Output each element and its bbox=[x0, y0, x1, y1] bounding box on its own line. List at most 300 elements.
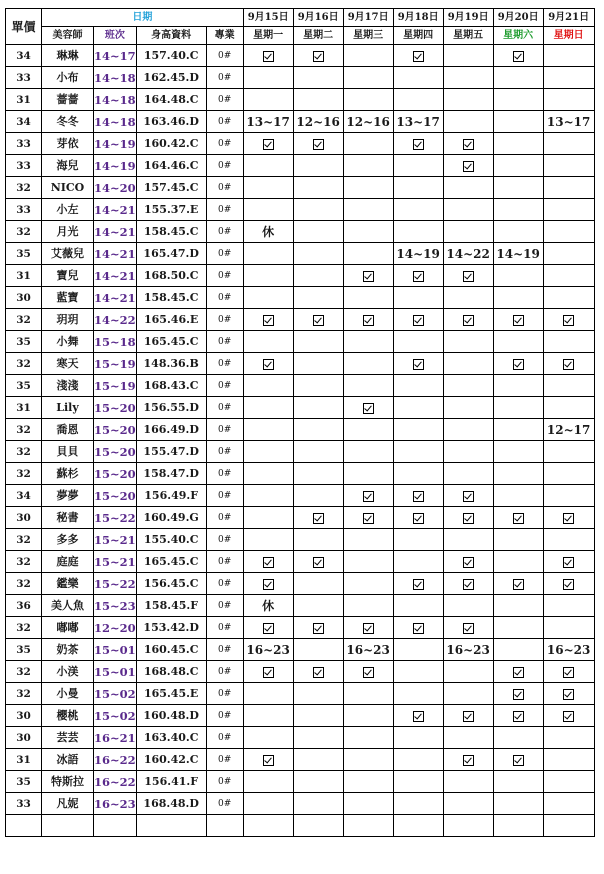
weekday-header: 星期一 bbox=[243, 27, 293, 45]
spec-cell: 0# bbox=[206, 419, 243, 441]
day-cell bbox=[443, 661, 493, 683]
day-cell bbox=[343, 67, 393, 89]
checkbox-checked-icon bbox=[563, 667, 574, 678]
table-row bbox=[6, 727, 595, 749]
checkbox-checked-icon bbox=[463, 315, 474, 326]
stylist-name: 嘟嘟 bbox=[42, 617, 94, 639]
day-cell bbox=[243, 485, 293, 507]
measurements-cell: 158.45.F bbox=[136, 595, 206, 617]
spec-cell: 0# bbox=[206, 45, 243, 67]
day-cell: 12~16 bbox=[293, 111, 343, 133]
day-cell bbox=[343, 507, 393, 529]
day-cell bbox=[343, 771, 393, 793]
spec-cell: 0# bbox=[206, 111, 243, 133]
checkbox-checked-icon bbox=[413, 513, 424, 524]
day-cell bbox=[293, 507, 343, 529]
stylist-name: 淺淺 bbox=[42, 375, 94, 397]
stylist-name: 夢夢 bbox=[42, 485, 94, 507]
day-cell bbox=[293, 221, 343, 243]
measurements-cell: 165.46.E bbox=[136, 309, 206, 331]
day-cell: 13~17 bbox=[243, 111, 293, 133]
day-cell bbox=[543, 793, 594, 815]
day-cell bbox=[443, 573, 493, 595]
stylist-name: 薔薔 bbox=[42, 89, 94, 111]
day-cell bbox=[243, 397, 293, 419]
shift-cell: 15~01 bbox=[94, 661, 137, 683]
price-cell: 33 bbox=[6, 793, 42, 815]
day-cell bbox=[443, 309, 493, 331]
day-cell bbox=[343, 155, 393, 177]
day-cell bbox=[493, 331, 543, 353]
price-cell: 34 bbox=[6, 485, 42, 507]
shift-cell: 16~23 bbox=[94, 793, 137, 815]
date-header: 9月20日 bbox=[493, 9, 543, 27]
checkbox-checked-icon bbox=[263, 755, 274, 766]
day-cell bbox=[393, 287, 443, 309]
day-cell bbox=[243, 133, 293, 155]
stylist-name: 冰語 bbox=[42, 749, 94, 771]
spec-cell: 0# bbox=[206, 485, 243, 507]
day-cell bbox=[543, 265, 594, 287]
day-cell bbox=[243, 441, 293, 463]
checkbox-checked-icon bbox=[463, 579, 474, 590]
day-cell bbox=[243, 573, 293, 595]
day-cell bbox=[343, 265, 393, 287]
table-row bbox=[6, 485, 595, 507]
stylist-name: 秘書 bbox=[42, 507, 94, 529]
price-cell: 32 bbox=[6, 529, 42, 551]
measurements-cell: 168.48.D bbox=[136, 793, 206, 815]
weekday-header: 星期四 bbox=[393, 27, 443, 45]
weekday-header: 星期五 bbox=[443, 27, 493, 45]
spec-cell: 0# bbox=[206, 463, 243, 485]
spec-cell: 0# bbox=[206, 353, 243, 375]
price-cell: 35 bbox=[6, 771, 42, 793]
day-cell bbox=[543, 595, 594, 617]
shift-cell: 14~22 bbox=[94, 309, 137, 331]
stylist-name: 艾薇兒 bbox=[42, 243, 94, 265]
day-cell bbox=[243, 243, 293, 265]
checkbox-checked-icon bbox=[263, 557, 274, 568]
spec-cell: 0# bbox=[206, 529, 243, 551]
table-row bbox=[6, 397, 595, 419]
day-cell bbox=[293, 133, 343, 155]
schedule-table bbox=[5, 8, 595, 837]
day-cell bbox=[343, 551, 393, 573]
shift-cell: 15~23 bbox=[94, 595, 137, 617]
date-header: 9月17日 bbox=[343, 9, 393, 27]
day-cell bbox=[493, 199, 543, 221]
day-cell bbox=[543, 331, 594, 353]
price-cell: 32 bbox=[6, 683, 42, 705]
shift-cell bbox=[94, 815, 137, 837]
day-cell bbox=[343, 793, 393, 815]
day-cell bbox=[343, 243, 393, 265]
day-cell bbox=[493, 771, 543, 793]
checkbox-checked-icon bbox=[463, 623, 474, 634]
measurements-cell: 166.49.D bbox=[136, 419, 206, 441]
date-header: 9月18日 bbox=[393, 9, 443, 27]
table-row bbox=[6, 375, 595, 397]
day-cell bbox=[343, 353, 393, 375]
checkbox-checked-icon bbox=[563, 513, 574, 524]
stylist-name: 貝貝 bbox=[42, 441, 94, 463]
stylist-name: 喬恩 bbox=[42, 419, 94, 441]
checkbox-checked-icon bbox=[263, 315, 274, 326]
day-cell bbox=[443, 265, 493, 287]
stylist-name: NICO bbox=[42, 177, 94, 199]
measurements-cell: 156.41.F bbox=[136, 771, 206, 793]
header-row-labels bbox=[6, 27, 595, 45]
day-cell: 12~17 bbox=[543, 419, 594, 441]
price-cell: 32 bbox=[6, 661, 42, 683]
stylist-header: 美容師 bbox=[42, 27, 94, 45]
checkbox-checked-icon bbox=[463, 491, 474, 502]
day-cell bbox=[343, 199, 393, 221]
measurements-cell: 168.43.C bbox=[136, 375, 206, 397]
spec-cell: 0# bbox=[206, 573, 243, 595]
day-cell bbox=[543, 683, 594, 705]
checkbox-checked-icon bbox=[413, 271, 424, 282]
day-cell bbox=[543, 463, 594, 485]
day-cell bbox=[443, 45, 493, 67]
spec-cell: 0# bbox=[206, 551, 243, 573]
day-cell bbox=[493, 749, 543, 771]
table-row bbox=[6, 155, 595, 177]
day-cell bbox=[393, 683, 443, 705]
day-cell bbox=[293, 661, 343, 683]
measurements-cell: 157.45.C bbox=[136, 177, 206, 199]
day-cell bbox=[293, 397, 343, 419]
table-row bbox=[6, 463, 595, 485]
day-cell bbox=[493, 287, 543, 309]
measurements-cell: 148.36.B bbox=[136, 353, 206, 375]
stylist-name: 月光 bbox=[42, 221, 94, 243]
shift-cell: 15~21 bbox=[94, 529, 137, 551]
day-cell bbox=[543, 441, 594, 463]
day-cell bbox=[493, 419, 543, 441]
table-row bbox=[6, 771, 595, 793]
day-cell bbox=[293, 331, 343, 353]
day-cell bbox=[443, 771, 493, 793]
price-cell: 31 bbox=[6, 265, 42, 287]
day-cell bbox=[443, 595, 493, 617]
table-row bbox=[6, 243, 595, 265]
day-cell bbox=[293, 749, 343, 771]
shift-cell: 15~20 bbox=[94, 419, 137, 441]
measurements-cell: 158.45.C bbox=[136, 287, 206, 309]
spec-cell: 0# bbox=[206, 67, 243, 89]
checkbox-checked-icon bbox=[463, 139, 474, 150]
day-cell: 16~23 bbox=[443, 639, 493, 661]
day-cell bbox=[443, 463, 493, 485]
shift-cell: 14~21 bbox=[94, 265, 137, 287]
checkbox-checked-icon bbox=[463, 271, 474, 282]
day-cell bbox=[393, 551, 443, 573]
day-cell bbox=[243, 67, 293, 89]
day-cell bbox=[443, 199, 493, 221]
checkbox-checked-icon bbox=[513, 755, 524, 766]
day-cell bbox=[293, 771, 343, 793]
checkbox-checked-icon bbox=[563, 689, 574, 700]
day-cell bbox=[493, 683, 543, 705]
checkbox-checked-icon bbox=[513, 315, 524, 326]
spec-header: 專業 bbox=[206, 27, 243, 45]
price-header: 單價 bbox=[6, 9, 42, 45]
checkbox-checked-icon bbox=[563, 711, 574, 722]
day-cell: 14~19 bbox=[493, 243, 543, 265]
checkbox-checked-icon bbox=[513, 689, 524, 700]
day-cell bbox=[293, 705, 343, 727]
stylist-name: 冬冬 bbox=[42, 111, 94, 133]
spec-cell: 0# bbox=[206, 793, 243, 815]
day-cell bbox=[293, 441, 343, 463]
price-cell: 32 bbox=[6, 441, 42, 463]
table-row bbox=[6, 199, 595, 221]
table-row bbox=[6, 287, 595, 309]
checkbox-checked-icon bbox=[513, 667, 524, 678]
checkbox-checked-icon bbox=[263, 667, 274, 678]
day-cell bbox=[543, 617, 594, 639]
day-cell bbox=[543, 727, 594, 749]
checkbox-checked-icon bbox=[463, 513, 474, 524]
day-cell bbox=[293, 617, 343, 639]
day-cell bbox=[493, 397, 543, 419]
day-cell bbox=[293, 243, 343, 265]
day-cell bbox=[543, 375, 594, 397]
day-cell bbox=[493, 89, 543, 111]
day-cell bbox=[243, 507, 293, 529]
day-cell: 13~17 bbox=[393, 111, 443, 133]
checkbox-checked-icon bbox=[413, 139, 424, 150]
day-cell bbox=[443, 397, 493, 419]
checkbox-checked-icon bbox=[413, 359, 424, 370]
checkbox-checked-icon bbox=[513, 711, 524, 722]
price-cell: 33 bbox=[6, 155, 42, 177]
stylist-name: 玥玥 bbox=[42, 309, 94, 331]
spec-cell: 0# bbox=[206, 243, 243, 265]
stylist-name: 蘇杉 bbox=[42, 463, 94, 485]
day-cell bbox=[343, 287, 393, 309]
price-cell: 32 bbox=[6, 617, 42, 639]
shift-cell: 12~20 bbox=[94, 617, 137, 639]
day-cell bbox=[393, 199, 443, 221]
day-cell bbox=[493, 507, 543, 529]
table-row bbox=[6, 133, 595, 155]
stylist-name: 琳琳 bbox=[42, 45, 94, 67]
price-cell: 30 bbox=[6, 507, 42, 529]
checkbox-checked-icon bbox=[313, 51, 324, 62]
checkbox-checked-icon bbox=[513, 51, 524, 62]
price-cell: 30 bbox=[6, 287, 42, 309]
shift-header: 班次 bbox=[94, 27, 137, 45]
day-cell bbox=[243, 419, 293, 441]
day-cell bbox=[493, 573, 543, 595]
shift-cell: 15~20 bbox=[94, 397, 137, 419]
day-cell bbox=[293, 177, 343, 199]
table-row bbox=[6, 793, 595, 815]
day-cell bbox=[243, 551, 293, 573]
day-cell bbox=[293, 573, 343, 595]
day-cell bbox=[393, 771, 443, 793]
checkbox-checked-icon bbox=[563, 359, 574, 370]
day-cell bbox=[343, 727, 393, 749]
day-cell bbox=[343, 661, 393, 683]
measurements-cell: 155.37.E bbox=[136, 199, 206, 221]
day-cell bbox=[243, 89, 293, 111]
weekday-header-saturday: 星期六 bbox=[493, 27, 543, 45]
schedule-sheet bbox=[5, 8, 595, 837]
day-cell bbox=[443, 155, 493, 177]
table-row bbox=[6, 815, 595, 837]
day-cell bbox=[243, 265, 293, 287]
weekday-header: 星期二 bbox=[293, 27, 343, 45]
date-header: 9月19日 bbox=[443, 9, 493, 27]
day-cell bbox=[443, 727, 493, 749]
day-cell bbox=[443, 683, 493, 705]
day-cell bbox=[393, 485, 443, 507]
day-cell bbox=[343, 529, 393, 551]
day-cell bbox=[343, 595, 393, 617]
stylist-name: 小渼 bbox=[42, 661, 94, 683]
day-cell bbox=[293, 287, 343, 309]
checkbox-checked-icon bbox=[363, 491, 374, 502]
shift-cell: 14~18 bbox=[94, 89, 137, 111]
day-cell bbox=[343, 309, 393, 331]
day-cell bbox=[543, 705, 594, 727]
day-cell bbox=[293, 375, 343, 397]
day-cell bbox=[493, 595, 543, 617]
price-cell: 33 bbox=[6, 133, 42, 155]
day-cell bbox=[393, 419, 443, 441]
day-cell bbox=[493, 441, 543, 463]
day-cell bbox=[393, 177, 443, 199]
day-cell: 16~23 bbox=[543, 639, 594, 661]
day-cell bbox=[293, 727, 343, 749]
day-cell bbox=[443, 749, 493, 771]
day-cell bbox=[443, 441, 493, 463]
measurements-cell: 153.42.D bbox=[136, 617, 206, 639]
day-cell bbox=[543, 309, 594, 331]
spec-cell: 0# bbox=[206, 89, 243, 111]
spec-cell: 0# bbox=[206, 309, 243, 331]
table-row bbox=[6, 331, 595, 353]
day-cell bbox=[293, 683, 343, 705]
measurements-cell: 165.47.D bbox=[136, 243, 206, 265]
day-cell bbox=[543, 89, 594, 111]
day-cell bbox=[493, 67, 543, 89]
checkbox-checked-icon bbox=[263, 623, 274, 634]
spec-cell: 0# bbox=[206, 177, 243, 199]
day-cell bbox=[493, 221, 543, 243]
checkbox-checked-icon bbox=[513, 579, 524, 590]
day-cell bbox=[393, 155, 443, 177]
shift-cell: 14~17 bbox=[94, 45, 137, 67]
table-row bbox=[6, 507, 595, 529]
price-cell: 32 bbox=[6, 177, 42, 199]
price-cell: 32 bbox=[6, 309, 42, 331]
checkbox-checked-icon bbox=[313, 667, 324, 678]
price-cell: 35 bbox=[6, 639, 42, 661]
day-cell bbox=[243, 177, 293, 199]
table-row bbox=[6, 89, 595, 111]
day-cell bbox=[243, 771, 293, 793]
day-cell bbox=[243, 661, 293, 683]
day-cell: 14~19 bbox=[393, 243, 443, 265]
day-cell bbox=[543, 573, 594, 595]
date-header: 9月21日 bbox=[543, 9, 594, 27]
day-cell bbox=[443, 67, 493, 89]
day-cell bbox=[293, 89, 343, 111]
table-row bbox=[6, 441, 595, 463]
spec-cell: 0# bbox=[206, 287, 243, 309]
stylist-name: 小曼 bbox=[42, 683, 94, 705]
day-cell bbox=[293, 463, 343, 485]
table-row bbox=[6, 67, 595, 89]
day-cell bbox=[293, 265, 343, 287]
price-cell: 32 bbox=[6, 463, 42, 485]
stylist-name: 凡妮 bbox=[42, 793, 94, 815]
stylist-name: 芸芸 bbox=[42, 727, 94, 749]
day-cell bbox=[493, 661, 543, 683]
shift-cell: 14~21 bbox=[94, 287, 137, 309]
measurements-cell: 160.48.D bbox=[136, 705, 206, 727]
date-header: 9月15日 bbox=[243, 9, 293, 27]
day-cell bbox=[393, 309, 443, 331]
shift-cell: 15~20 bbox=[94, 485, 137, 507]
day-cell bbox=[393, 89, 443, 111]
day-cell bbox=[343, 89, 393, 111]
day-cell bbox=[543, 45, 594, 67]
day-cell bbox=[443, 221, 493, 243]
day-cell bbox=[393, 595, 443, 617]
day-cell bbox=[543, 177, 594, 199]
day-cell bbox=[343, 221, 393, 243]
table-row bbox=[6, 595, 595, 617]
day-cell bbox=[493, 617, 543, 639]
day-cell bbox=[393, 705, 443, 727]
day-cell bbox=[343, 485, 393, 507]
day-cell: 14~22 bbox=[443, 243, 493, 265]
spec-cell: 0# bbox=[206, 199, 243, 221]
table-row bbox=[6, 353, 595, 375]
checkbox-checked-icon bbox=[413, 315, 424, 326]
day-cell bbox=[243, 199, 293, 221]
day-cell bbox=[243, 617, 293, 639]
day-cell bbox=[443, 793, 493, 815]
price-cell: 35 bbox=[6, 331, 42, 353]
measurements-cell: 164.48.C bbox=[136, 89, 206, 111]
checkbox-checked-icon bbox=[363, 623, 374, 634]
checkbox-checked-icon bbox=[463, 557, 474, 568]
day-cell bbox=[393, 397, 443, 419]
shift-cell: 14~19 bbox=[94, 133, 137, 155]
checkbox-checked-icon bbox=[413, 711, 424, 722]
day-cell bbox=[443, 507, 493, 529]
day-cell bbox=[493, 727, 543, 749]
measurements-cell: 165.45.C bbox=[136, 331, 206, 353]
day-cell bbox=[343, 177, 393, 199]
day-cell bbox=[343, 815, 393, 837]
day-cell bbox=[393, 749, 443, 771]
stylist-name: 小布 bbox=[42, 67, 94, 89]
day-cell bbox=[293, 485, 343, 507]
day-cell bbox=[293, 155, 343, 177]
day-cell bbox=[493, 309, 543, 331]
spec-cell: 0# bbox=[206, 639, 243, 661]
measurements-cell: 160.42.C bbox=[136, 133, 206, 155]
day-cell bbox=[393, 507, 443, 529]
